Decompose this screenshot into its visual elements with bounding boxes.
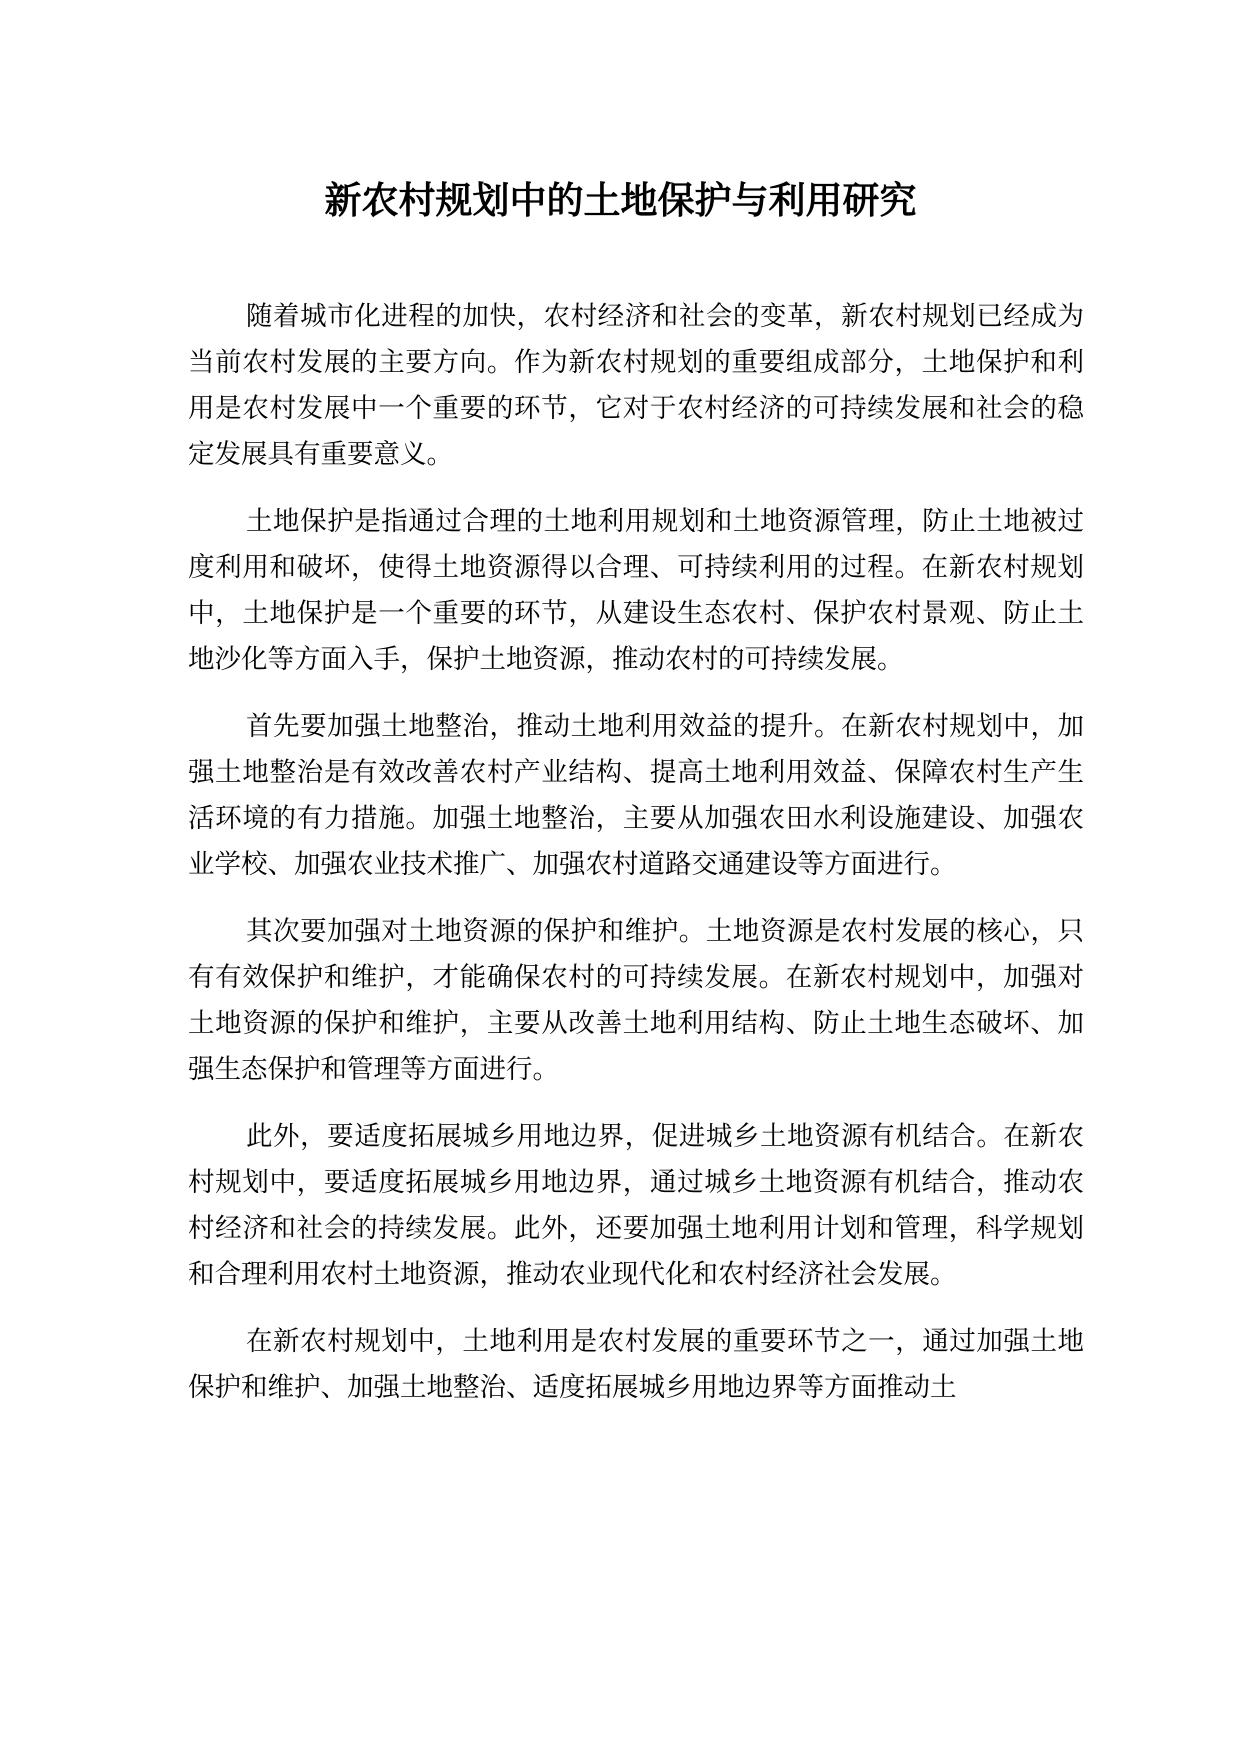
document-body (188, 294, 1084, 1411)
paragraph: 此外，要适度拓展城乡用地边界，促进城乡土地资源有机结合。在新农村规划中，要适度拓展城乡用地边界，通过城乡土地资源有机结合，推动农村经济和社会的持续发展。此外，还要加强土地利用计划和管理，科学规划和合理利用农村土地资源，推动农业现代化和农村经济社会发展。 (188, 1121, 1084, 1290)
paragraph: 在新农村规划中，土地利用是农村发展的重要环节之一，通过加强土地保护和维护、加强土地整治、适度拓展城乡用地边界等方面推动土 (188, 1326, 1084, 1403)
document-title: 新农村规划中的土地保护与利用研究 (324, 179, 917, 222)
paragraph: 随着城市化进程的加快，农村经济和社会的变革，新农村规划已经成为当前农村发展的主要方向。作为新农村规划的重要组成部分，土地保护和利用是农村发展中一个重要的环节，它对于农村经济的可持续发展和社会的稳定发展具有重要意义。 (188, 301, 1084, 470)
paragraph: 土地保护是指通过合理的土地利用规划和土地资源管理，防止土地被过度利用和破坏，使得土地资源得以合理、可持续利用的过程。在新农村规划中，土地保护是一个重要的环节，从建设生态农村、保护农村景观、防止土地沙化等方面入手，保护土地资源，推动农村的可持续发展。 (188, 506, 1084, 675)
paragraph: 首先要加强土地整治，推动土地利用效益的提升。在新农村规划中，加强土地整治是有效改善农村产业结构、提高土地利用效益、保障农村生产生活环境的有力措施。加强土地整治，主要从加强农田水利设施建设、加强农业学校、加强农业技术推广、加强农村道路交通建设等方面进行。 (188, 711, 1084, 880)
paragraph: 其次要加强对土地资源的保护和维护。土地资源是农村发展的核心，只有有效保护和维护，才能确保农村的可持续发展。在新农村规划中，加强对土地资源的保护和维护，主要从改善土地利用结构、防止土地生态破坏、加强生态保护和管理等方面进行。 (188, 916, 1084, 1085)
